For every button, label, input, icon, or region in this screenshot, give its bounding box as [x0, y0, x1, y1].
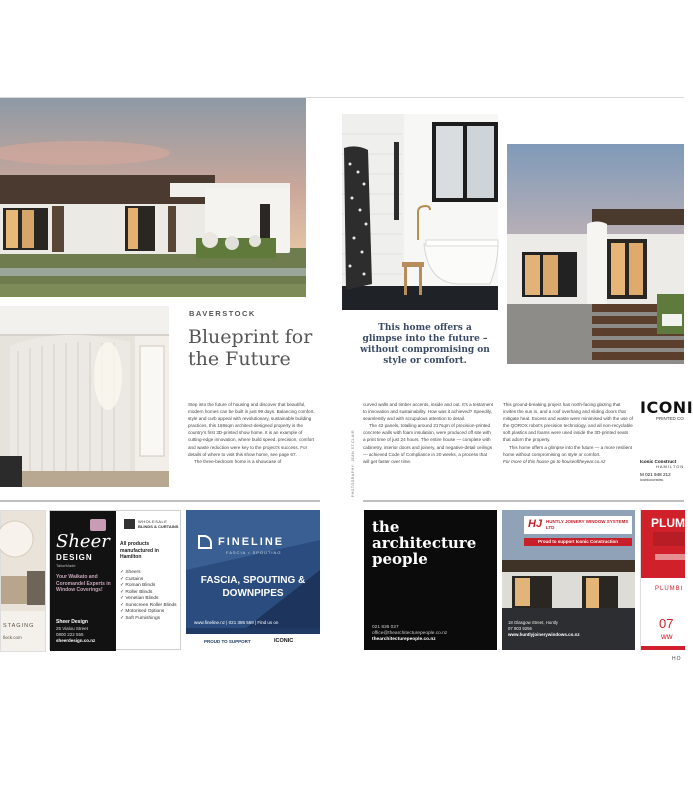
sheer-phone[interactable]: 0800 222 555 [56, 632, 84, 637]
bathroom-image [342, 114, 498, 310]
fineline-logo-mark [198, 535, 212, 549]
huntly-name: HUNTLY JOINERY WINDOW SYSTEMS LTD [546, 519, 629, 530]
sheer-blinds-heading: BLINDS & CURTAINS [138, 524, 179, 529]
sheer-product-item: ✓ Roman Blinds [120, 583, 156, 588]
plumbing-web[interactable]: ww [661, 632, 673, 641]
sheer-product-list [120, 570, 180, 622]
sheer-company: Sheer Design [56, 619, 88, 625]
architecture-line-3: people [372, 550, 428, 568]
article-kicker: BAVERSTOCK [189, 309, 256, 318]
fineline-background [186, 510, 320, 628]
sheer-wholesale-heading: WHOLESALE [138, 519, 168, 524]
staging-web[interactable]: llock.com [3, 635, 22, 640]
fineline-brand: FINELINE [218, 536, 285, 548]
sheer-product-item: ✓ Sheers [120, 570, 141, 575]
exterior-dusk-photo [0, 98, 306, 297]
sheer-web[interactable]: sheerdesign.co.nz [56, 638, 96, 643]
architecture-line-2: architecture [372, 534, 477, 552]
architecture-web[interactable]: thearchitecturepeople.co.nz [372, 637, 436, 642]
fineline-headline: FASCIA, SPOUTING & DOWNPIPES [200, 575, 306, 599]
article-headline: Blueprint for the Future [188, 326, 313, 370]
huntly-proud-strip: Proud to support Iconic Construction [524, 538, 632, 546]
sheer-product-item: ✓ Venetian Blinds [120, 596, 159, 601]
body-column-2-text: curved walls and timber accents, inside and out. It's a testament to innovation and sustainability. How was it achieved? Speedily, seamlessly and with scrupulous attention to detail. [363, 402, 494, 422]
bathroom-photo [342, 114, 498, 310]
iconic-company-name: Iconic Construct [640, 459, 677, 464]
page-marker: HO [672, 656, 682, 662]
sheer-brand-design: DESIGN [56, 553, 93, 562]
plumbing-sub: PLUMBI [655, 586, 684, 592]
interior-curved-wall-photo [0, 306, 169, 487]
iconic-side-ad [640, 398, 693, 493]
plumbing-logo-box [653, 532, 685, 546]
staging-word: STAGING [3, 623, 35, 629]
sheer-address: 25 Vialou Street [56, 626, 88, 631]
huntly-logo: HJ [528, 518, 543, 530]
sheer-wholesale-logo [124, 519, 135, 529]
body-column-2 [363, 401, 494, 465]
iconic-logo: ICONI [640, 398, 693, 417]
sheer-product-item: ✓ Motorised Options [120, 609, 165, 614]
plumbing-bottom-bar [641, 646, 685, 650]
huntly-phone[interactable]: 07 903 9256 [508, 626, 532, 631]
plumbing-ad [640, 510, 685, 650]
fineline-ad [186, 510, 320, 650]
body-column-1-continued: The three-bedroom home is a showcase of [194, 458, 282, 464]
exterior-front-photo [507, 144, 684, 364]
pull-quote: This home offers a glimpse into the future – without compromising on style or comfort. [360, 323, 490, 366]
sheer-logo-swatch [90, 519, 106, 531]
plumbing-script-line [655, 554, 685, 560]
staging-ad [0, 510, 46, 652]
sheer-product-item: ✓ Curtains [120, 576, 144, 582]
body-column-1 [188, 401, 316, 465]
sheer-product-item: ✓ Roller Blinds [120, 589, 153, 595]
fineline-brand-sub: FASCIA • SPOUTING [226, 550, 282, 555]
exterior-front-image [507, 144, 684, 364]
right-page-bottom-rule [363, 500, 684, 502]
body-column-3 [503, 401, 634, 465]
fineline-proud: PROUD TO SUPPORT [204, 639, 251, 644]
sheer-product-item: ✓ Soft Furnishings [120, 615, 161, 621]
exterior-dusk-image [0, 98, 306, 297]
huntly-address: 18 Glasgow Street, Huntly [508, 620, 558, 625]
iconic-phone: M 021 948 212 [640, 472, 671, 477]
body-column-3-paragraph-b: This home offers a glimpse into the future — a more resilient home without compromising on style or comfort. [503, 444, 632, 457]
iconic-city: HAMILTON [656, 464, 685, 469]
interior-curved-wall-image [0, 306, 169, 487]
architecture-email[interactable]: office@thearchitecturepeople.co.nz [372, 631, 448, 636]
body-column-1-text: Step into the future of housing and discover that beautiful, modern homes can be built in just 99 days. Balancing comfort, style and curb appeal with revolutionary, sustainable building practices, this 168sqm architect-designed property is the country's first 3D-printed show home. It is an example of cutting-edge innovation, where build speed, precision, comfort and waste reduction were key to the project's success. For details of where to visit this show home, see page 67. [188, 402, 315, 457]
architecture-phone[interactable]: 021 836 027 [372, 625, 399, 630]
architecture-people-ad [364, 510, 497, 650]
body-column-3-link[interactable]: For more of this house go to houseoftheyear.co.nz [503, 458, 606, 464]
architecture-line-1: the [372, 518, 400, 536]
iconic-web[interactable]: iconicconstru [640, 477, 664, 482]
plumbing-word: PLUM [651, 516, 685, 530]
sheer-brand: Sheer [56, 531, 110, 552]
photo-credit-vertical: PHOTOGRAPHY: JEAN ST.CLAIR [351, 430, 355, 498]
sheer-product-item: ✓ Sunscreen Roller Blinds [120, 602, 177, 608]
sheer-tagline: TailorMade [56, 563, 76, 568]
huntly-joinery-ad [502, 510, 635, 650]
fineline-partner: ICONIC [274, 638, 294, 644]
fineline-contact[interactable]: www.fineline.nz | 021 385 569 | Find us on [194, 620, 279, 625]
sheer-design-ad [49, 510, 181, 650]
left-page-bottom-rule [0, 500, 320, 502]
iconic-logo-sub: PRINTED CO [656, 416, 684, 421]
body-column-2-paragraph-b: The 42 panels, totalling around 217sqm of precision-printed concrete walls with foam insulation, were produced off site with a print time of just 24 hours. The entire house — complete with cabinetry, interior doors and joinery, and negative-detail ceilings — achieved Code of Compliance in 20 weeks, a process that will get faster over time. [363, 423, 493, 464]
sheer-products-title: All products manufactured in Hamilton [120, 541, 159, 560]
huntly-web[interactable]: www.huntlyjoinerywindows.co.nz [508, 632, 580, 637]
plumbing-phone[interactable]: 07 [659, 616, 674, 631]
sheer-blurb: Your Waikato and Coromandel Experts in Window Coverings! [56, 574, 111, 593]
body-column-3-text: This ground-breaking project has north-facing glazing that invites the sun in, and a roof overhang and sliding doors that mitigate heat. Excess and waste were minimised with the use of the QOROX robot's precision technology, and all non-recyclable soft plastics and foams were used inside the 3D-printed seats that adorn the property. [503, 402, 633, 443]
staging-image [1, 511, 45, 611]
